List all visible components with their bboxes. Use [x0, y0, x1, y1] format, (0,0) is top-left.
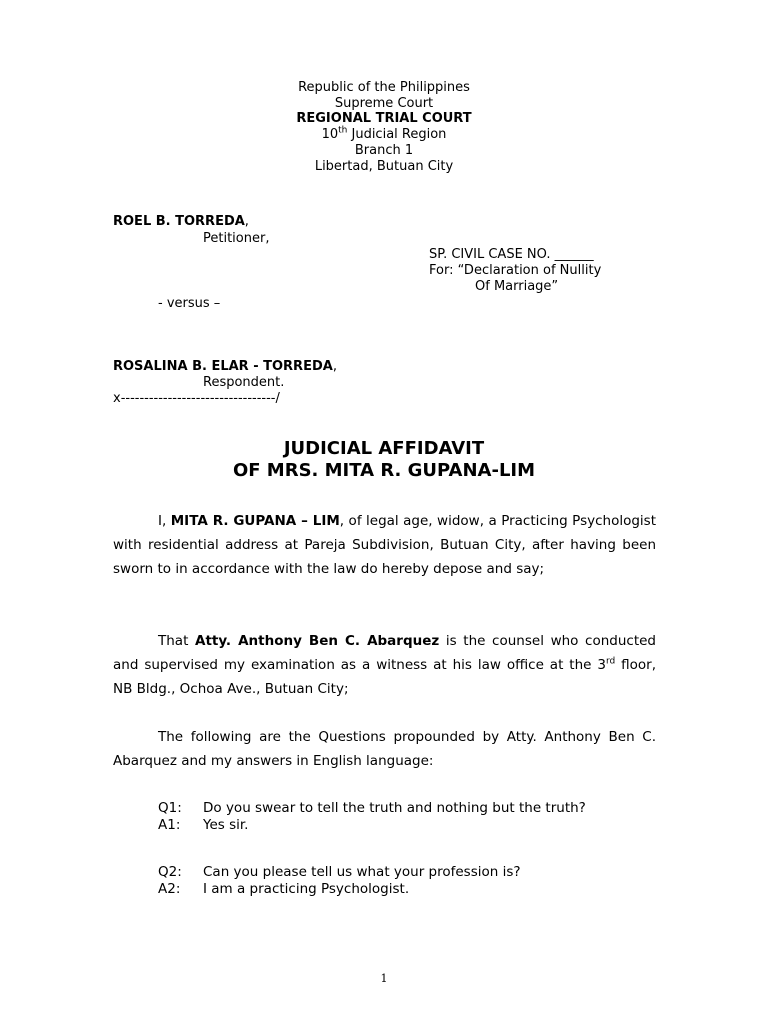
answer-text: I am a practicing Psychologist.	[203, 881, 410, 897]
p1-lead: I,	[158, 513, 171, 529]
respondent-comma: ,	[332, 359, 337, 374]
petitioner-role: Petitioner,	[203, 231, 270, 246]
caption-separator: x---------------------------------/	[113, 391, 280, 406]
petitioner-comma: ,	[244, 214, 249, 229]
header-rtc: REGIONAL TRIAL COURT	[296, 111, 472, 126]
p2-middle: is the counsel who conducted and supervised my examination as a witness at his law office at the 3	[113, 633, 656, 673]
page-number: 1	[380, 972, 388, 985]
paragraph-affiant-intro	[113, 509, 656, 581]
case-number: SP. CIVIL CASE NO. ______	[429, 247, 594, 262]
floor-suffix: rd	[605, 656, 616, 667]
answer-label: A1:	[158, 817, 181, 833]
p2-rest: floor, NB Bldg., Ochoa Ave., Butuan City;	[113, 657, 656, 697]
region-suffix: th	[338, 125, 348, 136]
paragraph-counsel	[113, 629, 656, 701]
affiant-name: MITA R. GUPANA – LIM	[170, 513, 340, 529]
p2-lead: That	[158, 633, 195, 649]
case-for-line2: Of Marriage”	[475, 279, 559, 294]
petitioner-name	[113, 214, 249, 230]
question-label: Q2:	[158, 864, 182, 880]
petitioner-name-text: ROEL B. TORREDA	[113, 214, 245, 229]
title-line2: OF MRS. MITA R. GUPANA-LIM	[232, 460, 536, 481]
respondent-name	[113, 359, 337, 375]
header-location: Libertad, Butuan City	[314, 159, 454, 174]
p3-text: The following are the Questions propounded by Atty. Anthony Ben C. Abarquez and my answers in English language:	[113, 729, 656, 769]
p1-rest: , of legal age, widow, a Practicing Psychologist with residential address at Pareja Subdivision, Butuan City, after having been sworn to in accordance with the law do hereby depose and say;	[113, 513, 656, 577]
counsel-name: Atty. Anthony Ben C. Abarquez	[195, 633, 440, 649]
question-label: Q1:	[158, 800, 182, 816]
header-branch: Branch 1	[354, 143, 414, 158]
title-line1: JUDICIAL AFFIDAVIT	[283, 438, 485, 459]
respondent-role: Respondent.	[203, 375, 285, 390]
respondent-name-text: ROSALINA B. ELAR - TORREDA	[113, 359, 333, 374]
versus-label: - versus –	[158, 296, 221, 311]
paragraph-questions-intro	[113, 725, 656, 773]
question-text: Can you please tell us what your profession is?	[203, 864, 521, 880]
question-text: Do you swear to tell the truth and nothing but the truth?	[203, 800, 586, 816]
header-republic: Republic of the Philippines	[298, 80, 470, 95]
region-text: Judicial Region	[347, 127, 447, 142]
header-supreme-court: Supreme Court	[334, 96, 434, 111]
answer-label: A2:	[158, 881, 181, 897]
header-judicial-region	[0, 127, 768, 143]
case-for-line1: For: “Declaration of Nullity	[429, 263, 602, 278]
region-number: 10	[321, 127, 339, 142]
answer-text: Yes sir.	[203, 817, 249, 833]
